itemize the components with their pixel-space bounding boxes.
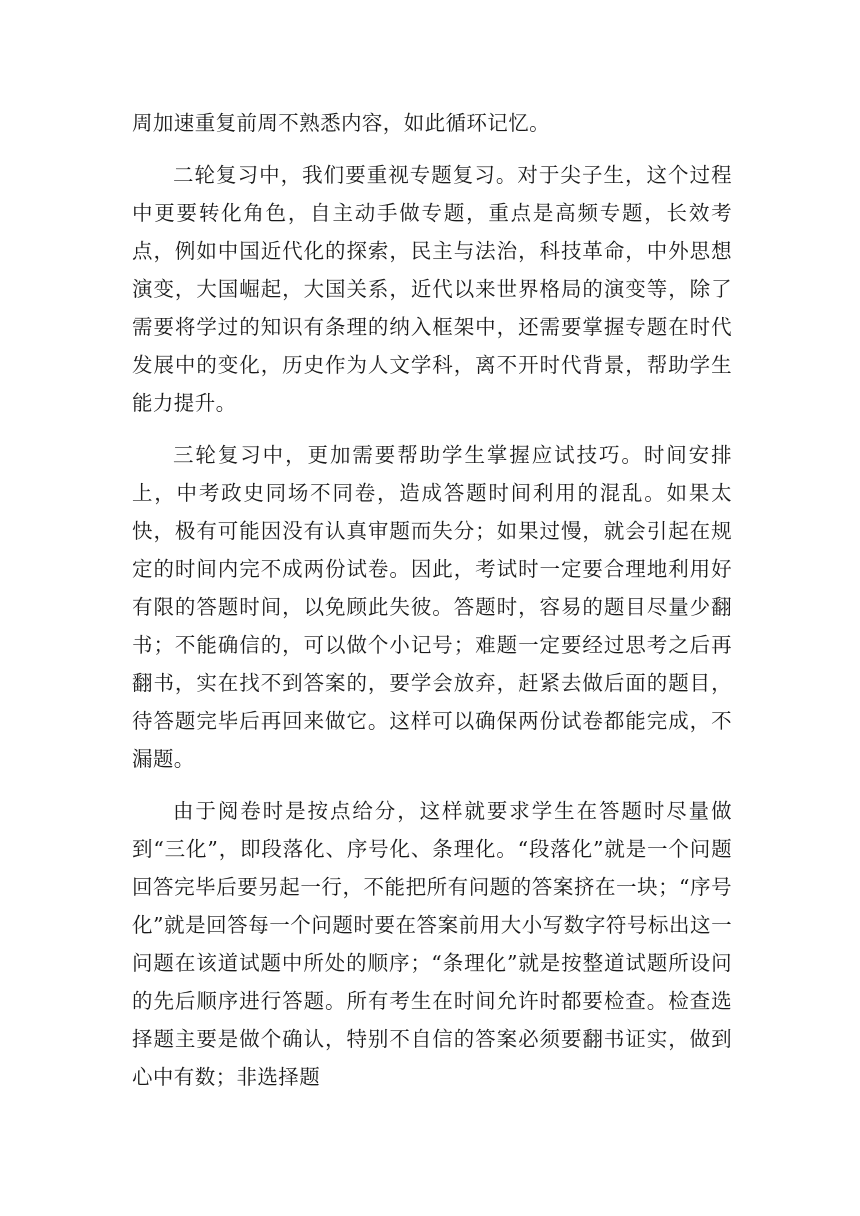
paragraph-grading-three-principles: 由于阅卷时是按点给分，这样就要求学生在答题时尽量做到“三化”，即段落化、序号化、条理化。“段落化”就是一个问题回答完毕后要另起一行，不能把所有问题的答案挤在一块；“序号化”就是回答每一个问题时要在答案前用大小写数字符号标出这一问题在该道试题中所处的顺序；“条理化”就是按整道试题所设问的先后顺序进行答题。所有考生在时间允许时都要检查。检查选择题主要是做个确认，特别不自信的答案必须要翻书证实，做到心中有数；非选择题	[132, 799, 732, 1089]
paragraph-continuation: 周加速重复前周不熟悉内容，如此循环记忆。	[132, 111, 550, 135]
body-text	[132, 104, 732, 1110]
paragraph-second-round-review: 二轮复习中，我们要重视专题复习。对于尖子生，这个过程中更要转化角色，自主动手做专题，重点是高频专题，长效考点，例如中国近代化的探索，民主与法治，科技革命，中外思想演变，大国崛起，大国关系，近代以来世界格局的演变等，除了需要将学过的知识有条理的纳入框架中，还需要掌握专题在时代发展中的变化，历史作为人文学科，离不开时代背景，帮助学生能力提升。	[132, 163, 732, 415]
paragraph-third-round-review: 三轮复习中，更加需要帮助学生掌握应试技巧。时间安排上，中考政史同场不同卷，造成答题时间利用的混乱。如果太快，极有可能因没有认真审题而失分；如果过慢，就会引起在规定的时间内完不成两份试卷。因此，考试时一定要合理地利用好有限的答题时间，以免顾此失彼。答题时，容易的题目尽量少翻书；不能确信的，可以做个小记号；难题一定要经过思考之后再翻书，实在找不到答案的，要学会放弃，赶紧去做后面的题目，待答题完毕后再回来做它。这样可以确保两份试卷都能完成，不漏题。	[132, 443, 732, 771]
